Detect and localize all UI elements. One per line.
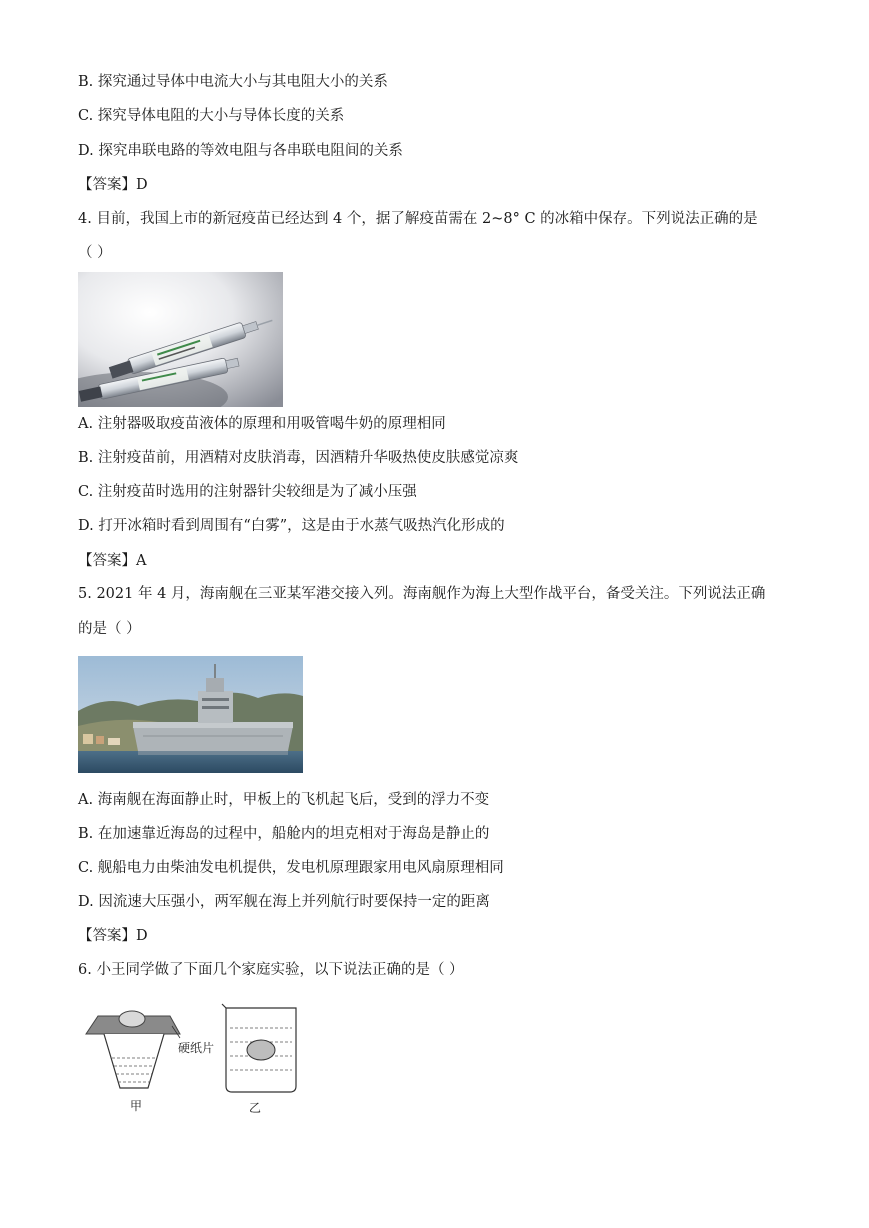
q4-stem-line2: （ ） xyxy=(78,245,112,261)
q3-option-b: B. 探究通过导体中电流大小与其电阻大小的关系 xyxy=(78,74,388,90)
q4-option-d: D. 打开冰箱时看到周围有“白雾”，这是由于水蒸气吸热汽化形成的 xyxy=(78,518,505,534)
q4-option-a: A. 注射器吸取疫苗液体的原理和用吸管喝牛奶的原理相同 xyxy=(78,416,446,432)
q4-answer: 【答案】A xyxy=(78,553,147,569)
q5-option-d: D. 因流速大压强小，两军舰在海上并列航行时要保持一定的距离 xyxy=(78,894,490,910)
q3-option-d: D. 探究串联电路的等效电阻与各串联电阻间的关系 xyxy=(78,143,403,159)
q4-option-c: C. 注射疫苗时选用的注射器针尖较细是为了减小压强 xyxy=(78,484,417,500)
beaker-with-egg-diagram xyxy=(222,1004,296,1115)
q5-option-a: A. 海南舰在海面静止时，甲板上的飞机起飞后，受到的浮力不变 xyxy=(78,792,490,808)
cup-with-card-diagram xyxy=(86,1011,214,1113)
q6-experiment-figure xyxy=(78,1000,308,1120)
q4-option-b: B. 注射疫苗前，用酒精对皮肤消毒，因酒精升华吸热使皮肤感觉凉爽 xyxy=(78,450,519,466)
q5-option-b: B. 在加速靠近海岛的过程中，船舱内的坦克相对于海岛是静止的 xyxy=(78,826,490,842)
q3-answer: 【答案】D xyxy=(78,177,148,193)
label-yi: 乙 xyxy=(249,1101,262,1115)
q5-stem-line1: 5. 2021 年 4 月，海南舰在三亚某军港交接入列。海南舰作为海上大型作战平台，备受关注。下列说法正确 xyxy=(78,586,766,602)
label-jia: 甲 xyxy=(130,1099,143,1113)
label-card: 硬纸片 xyxy=(178,1041,215,1055)
hainan-ship-photo xyxy=(78,656,303,773)
q4-stem-line1: 4. 目前，我国上市的新冠疫苗已经达到 4 个，据了解疫苗需在 2~8° C 的冰箱中保存。下列说法正确的是 xyxy=(78,211,758,227)
q3-option-c: C. 探究导体电阻的大小与导体长度的关系 xyxy=(78,108,345,124)
q6-stem: 6. 小王同学做了下面几个家庭实验，以下说法正确的是（ ） xyxy=(78,962,464,978)
q5-stem-line2: 的是（ ） xyxy=(78,621,141,637)
q5-answer: 【答案】D xyxy=(78,928,148,944)
q5-option-c: C. 舰船电力由柴油发电机提供，发电机原理跟家用电风扇原理相同 xyxy=(78,860,504,876)
vaccine-syringe-photo xyxy=(78,272,283,407)
